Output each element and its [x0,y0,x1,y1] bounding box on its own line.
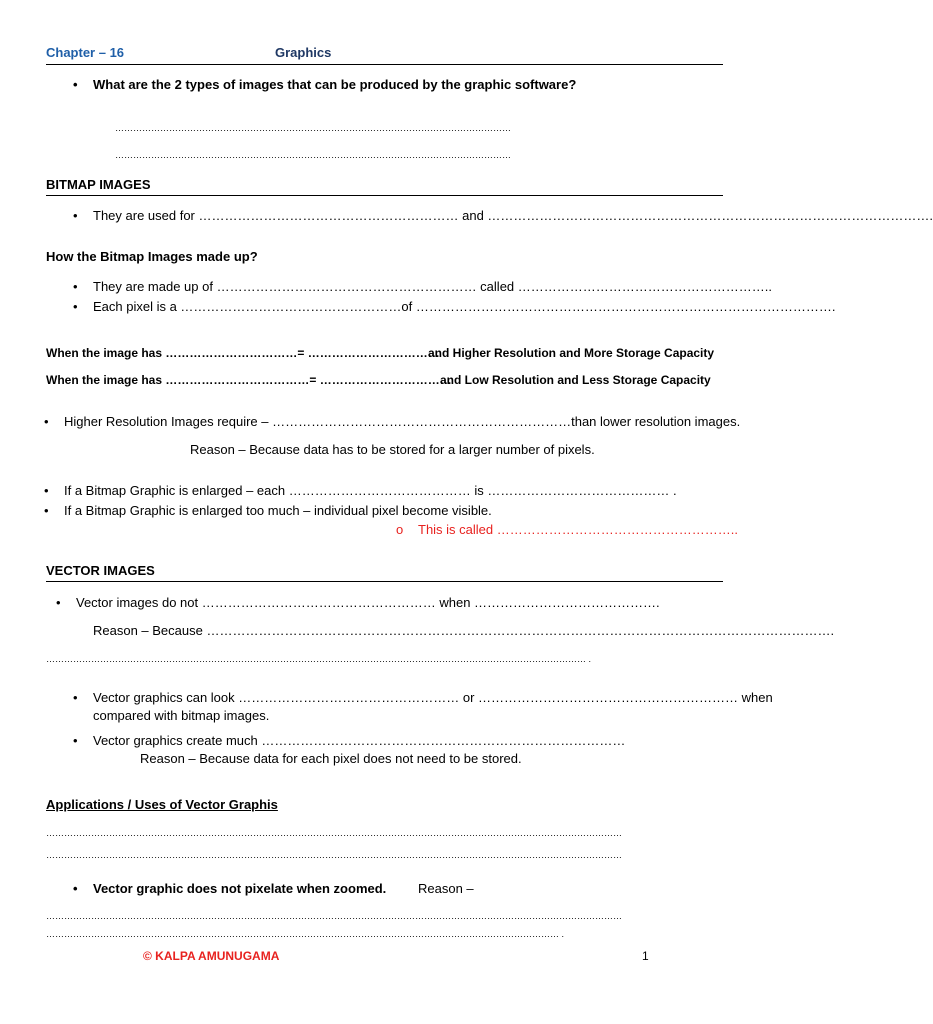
pixelate-statement: • Vector graphic does not pixelate when zoomed. [93,881,386,896]
vector-compared: compared with bitmap images. [93,708,270,723]
vector-heading: VECTOR IMAGES [46,563,155,578]
applications-line-2: ………………………………………………………………………………………………………………………………………………………………………… [46,850,622,860]
vector-reason-pixel: Reason – Because data for each pixel does not need to be stored. [140,751,522,766]
bitmap-made-up: • They are made up of …………………………………………………… called ………………………………………………….. [93,279,633,294]
higher-resolution-require: • Higher Resolution Images require – ……………………………………………………………than lower resolution images. [64,414,714,429]
bitmap-used-for: • They are used for …………………………………………………… and …………………………………………………………………………………………. [93,208,703,223]
vector-reason-line: ……………………………………………………………………………………………………………………………………………………………… . [46,654,592,664]
chapter-label: Chapter – 16 [46,45,125,60]
header-rule [46,64,723,65]
subject-title: Graphics [275,45,332,60]
bitmap-enlarged-each: • If a Bitmap Graphic is enlarged – each …………………………………… is …………………………………… . [64,483,594,498]
bitmap-each-pixel: • Each pixel is a ……………………………………………of ……………………………………………………………………………………. [93,299,698,314]
pixelate-line-1: ………………………………………………………………………………………………………………………………………………………………………… [46,911,622,921]
answer-blank-2: …………………………………………………………………………………………………………………… [115,150,511,160]
low-resolution-note: and Low Resolution and Less Storage Capacity [440,373,711,387]
vector-do-not: • Vector images do not ……………………………………………… when ……………………………………. [76,595,546,610]
applications-line-1: ………………………………………………………………………………………………………………………………………………………………………… [46,828,622,838]
when-image-has-1: When the image has ……………………………= …………………………… [46,346,440,360]
pixelation-called: o This is called ……………………………………………….. [418,522,680,537]
vector-rule [46,581,723,582]
higher-resolution-note: and Higher Resolution and More Storage Capacity [428,346,715,360]
applications-heading: Applications / Uses of Vector Graphis [46,797,278,812]
bitmap-enlarged-too-much: • If a Bitmap Graphic is enlarged too much – individual pixel become visible. [64,503,492,518]
bitmap-heading: BITMAP IMAGES [46,177,151,192]
bitmap-rule [46,195,723,196]
reason-larger-pixels: Reason – Because data has to be stored for a larger number of pixels. [190,442,595,457]
when-image-has-2: When the image has ………………………………= …………………………… [46,373,452,387]
question-types: • What are the 2 types of images that can be produced by the graphic software? [93,77,576,92]
page-number: 1 [642,949,649,963]
vector-create-much: • Vector graphics create much ………………………………………………………………………… [93,733,525,748]
pixelate-reason-label: Reason – [418,881,474,896]
footer-author: © KALPA AMUNUGAMA [143,949,280,963]
vector-can-look: • Vector graphics can look …………………………………………… or …………………………………………………… when [93,690,673,705]
vector-reason-because: Reason – Because ………………………………………………………………………………………………………………………………. [93,623,835,638]
answer-blank-1: …………………………………………………………………………………………………………………… [115,123,511,133]
bitmap-how-heading: How the Bitmap Images made up? [46,249,258,264]
pixelate-line-2: ……………………………………………………………………………………………………………………………………………………… . [46,929,565,939]
